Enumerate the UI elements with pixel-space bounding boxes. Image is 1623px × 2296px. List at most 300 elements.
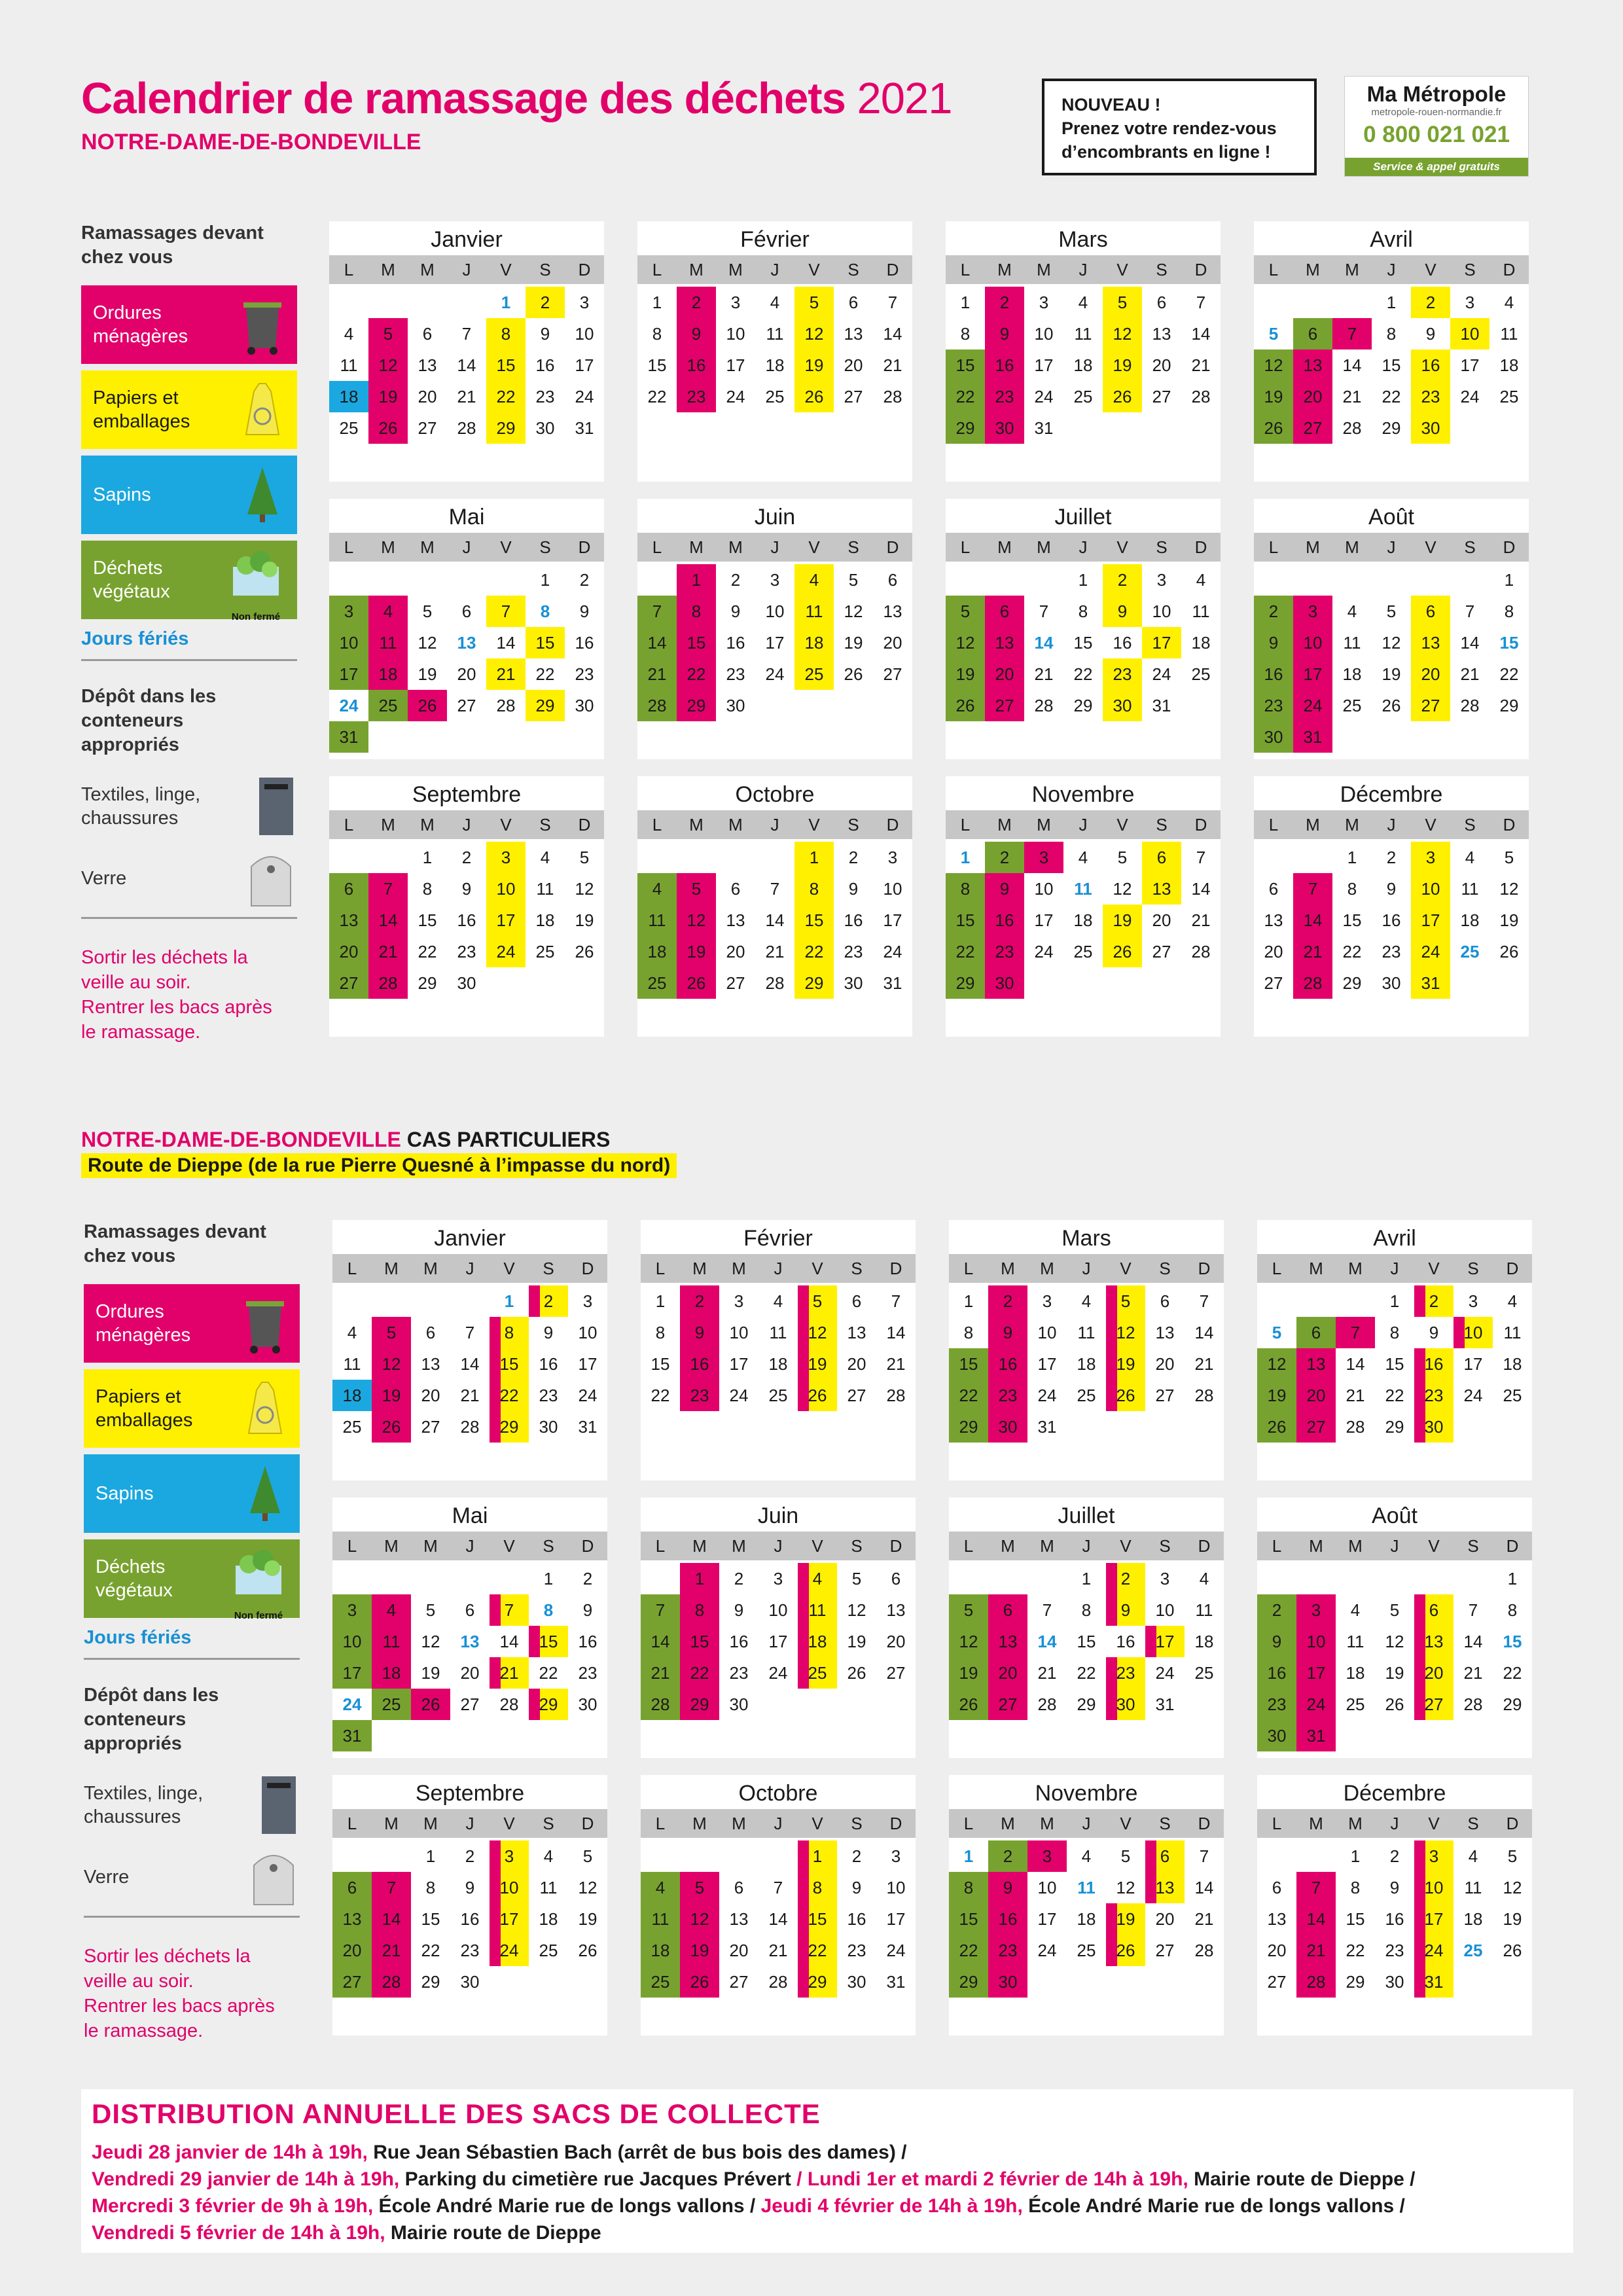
day-cell: 17 <box>726 355 745 375</box>
day-cell: 23 <box>844 942 863 961</box>
day-cell: 27 <box>1296 1411 1336 1443</box>
day-cell: 20 <box>1414 1657 1454 1689</box>
day-cell: 4 <box>1081 1291 1092 1311</box>
legend-sapins: Sapins <box>81 456 297 534</box>
day-grid <box>329 564 604 753</box>
day-cell: 15 <box>1503 1632 1522 1651</box>
day-cell: 13 <box>1414 1626 1454 1657</box>
weekday-label: V <box>1120 1259 1132 1278</box>
day-cell: 12 <box>680 1903 719 1935</box>
empty-cell <box>408 564 447 596</box>
day-cell: 21 <box>765 942 785 961</box>
weekday-label: J <box>1390 1814 1399 1833</box>
weekday-label: S <box>1467 1814 1479 1833</box>
day-cell: 19 <box>946 658 985 690</box>
weekday-label: M <box>1348 1259 1363 1278</box>
day-cell: 4 <box>1507 1291 1518 1311</box>
day-cell: 22 <box>794 936 834 967</box>
day-cell: 7 <box>773 1878 783 1897</box>
day-cell: 12 <box>368 350 408 381</box>
day-cell: 17 <box>886 1909 906 1929</box>
day-cell: 26 <box>372 1411 411 1443</box>
weekday-label: D <box>1194 815 1207 834</box>
empty-cell <box>372 1840 411 1872</box>
empty-cell <box>758 1840 798 1872</box>
day-cell: 9 <box>1103 596 1142 627</box>
month-name: Novembre <box>1035 1781 1138 1806</box>
day-cell: 6 <box>332 1872 372 1903</box>
day-cell: 28 <box>457 418 476 438</box>
day-cell: 4 <box>1078 848 1088 867</box>
day-cell: 10 <box>768 1600 788 1620</box>
non-ferme-label: Non fermé <box>234 1610 283 1621</box>
weekday-label: D <box>581 1536 594 1556</box>
day-grid <box>1254 287 1529 444</box>
day-cell: 12 <box>677 905 716 936</box>
day-cell: 14 <box>457 355 476 375</box>
day-cell: 10 <box>726 324 745 344</box>
day-cell: 10 <box>765 601 785 621</box>
day-cell: 7 <box>461 324 472 344</box>
day-cell: 23 <box>988 1380 1027 1411</box>
day-cell: 1 <box>1504 570 1514 590</box>
section2-route: Route de Dieppe (de la rue Pierre Quesné à l’impasse du nord) <box>81 1153 677 1178</box>
day-cell: 29 <box>946 967 985 999</box>
weekday-label: S <box>851 1814 863 1833</box>
day-cell: 11 <box>766 324 784 344</box>
day-cell: 1 <box>655 1291 666 1311</box>
legend-papiers: Papiers et emballages <box>84 1369 300 1448</box>
day-cell: 3 <box>1296 1594 1336 1626</box>
day-cell: 13 <box>1296 1348 1336 1380</box>
recycling-bag-icon <box>240 378 285 441</box>
day-cell: 9 <box>1257 1626 1296 1657</box>
day-cell: 15 <box>1385 1354 1404 1374</box>
empty-cell <box>1414 1563 1454 1594</box>
day-cell: 2 <box>677 287 716 318</box>
day-cell: 22 <box>677 658 716 690</box>
day-cell: 30 <box>460 1972 480 1992</box>
day-cell: 18 <box>1346 1663 1365 1683</box>
day-cell: 27 <box>418 418 437 438</box>
month-name: Avril <box>1373 1226 1416 1251</box>
empty-cell <box>447 564 486 596</box>
day-cell: 19 <box>421 1663 440 1683</box>
weekday-label: M <box>1040 1536 1054 1556</box>
day-cell: 7 <box>490 1594 529 1626</box>
day-cell: 11 <box>1077 1878 1096 1897</box>
day-cell: 14 <box>368 905 408 936</box>
day-cell: 22 <box>946 936 985 967</box>
day-cell: 30 <box>1106 1689 1145 1720</box>
day-cell: 17 <box>1145 1626 1185 1657</box>
weekday-label: L <box>1268 260 1279 279</box>
day-cell: 2 <box>1411 287 1450 318</box>
day-cell: 18 <box>1191 633 1211 653</box>
day-cell: 14 <box>1191 324 1211 344</box>
day-cell: 29 <box>794 967 834 999</box>
weekday-label: D <box>578 260 591 279</box>
day-cell: 17 <box>768 1632 788 1651</box>
day-cell: 11 <box>343 1354 361 1374</box>
day-cell: 7 <box>368 873 408 905</box>
day-cell: 1 <box>652 293 662 312</box>
day-grid <box>946 842 1221 999</box>
day-cell: 28 <box>1463 1695 1483 1714</box>
glass-container-icon <box>245 847 297 910</box>
day-cell: 23 <box>535 387 555 406</box>
distribution-line4: Vendredi 5 février de 14h à 19h, Mairie route de Dieppe <box>92 2222 601 2244</box>
day-cell: 5 <box>425 1600 436 1620</box>
day-cell: 3 <box>579 293 590 312</box>
day-cell: 14 <box>765 910 785 930</box>
day-cell: 24 <box>1034 942 1054 961</box>
weekday-label: M <box>1309 1814 1323 1833</box>
day-cell: 27 <box>457 696 476 715</box>
day-cell: 24 <box>1411 936 1450 967</box>
day-cell: 8 <box>1504 601 1514 621</box>
day-cell: 17 <box>490 1903 529 1935</box>
day-cell: 17 <box>1463 1354 1483 1374</box>
green-waste-icon <box>226 547 285 600</box>
day-cell: 29 <box>490 1411 529 1443</box>
day-cell: 16 <box>680 1348 719 1380</box>
weekday-label: J <box>1079 260 1088 279</box>
day-cell: 7 <box>1332 318 1372 350</box>
weekday-label: M <box>728 815 743 834</box>
day-cell: 10 <box>1034 324 1054 344</box>
day-cell: 27 <box>1152 387 1171 406</box>
day-cell: 15 <box>1073 633 1093 653</box>
day-cell: 19 <box>1385 1663 1404 1683</box>
day-cell: 17 <box>1460 355 1480 375</box>
day-cell: 30 <box>1103 690 1142 721</box>
day-cell: 4 <box>372 1594 411 1626</box>
day-cell: 26 <box>1103 936 1142 967</box>
day-cell: 1 <box>540 570 550 590</box>
day-cell: 16 <box>847 1909 866 1929</box>
day-cell: 28 <box>499 1695 519 1714</box>
day-cell: 24 <box>1037 1941 1057 1960</box>
empty-cell <box>1375 1563 1414 1594</box>
day-cell: 31 <box>329 721 368 753</box>
day-cell: 20 <box>844 355 863 375</box>
weekday-label: V <box>500 260 512 279</box>
weekday-label: L <box>347 1814 357 1833</box>
legend-panel-1 <box>81 221 297 1045</box>
weekday-header <box>329 810 604 839</box>
month-avril <box>1257 1220 1532 1480</box>
day-cell: 18 <box>794 627 834 658</box>
empty-cell <box>490 1563 529 1594</box>
day-cell: 28 <box>883 387 902 406</box>
weekday-label: J <box>462 260 471 279</box>
weekday-label: M <box>732 1814 746 1833</box>
day-cell: 27 <box>988 1689 1027 1720</box>
month-juillet <box>946 499 1221 759</box>
month-name: Décembre <box>1340 782 1443 807</box>
day-cell: 10 <box>1411 873 1450 905</box>
weekday-label: V <box>1116 260 1128 279</box>
day-cell: 1 <box>680 1563 719 1594</box>
day-cell: 15 <box>946 350 985 381</box>
empty-cell <box>755 842 794 873</box>
legend-ordures: Ordures ménagères <box>84 1284 300 1363</box>
weekday-label: M <box>381 815 395 834</box>
day-cell: 17 <box>1296 1657 1336 1689</box>
day-cell: 21 <box>1034 664 1054 684</box>
day-cell: 6 <box>465 1600 475 1620</box>
month-name: Octobre <box>735 782 815 807</box>
day-cell: 21 <box>886 1354 906 1374</box>
day-cell: 5 <box>368 318 408 350</box>
day-cell: 12 <box>418 633 437 653</box>
day-cell: 27 <box>1414 1689 1454 1720</box>
day-cell: 27 <box>1264 973 1283 993</box>
weekday-header <box>641 1532 916 1560</box>
day-cell: 7 <box>1293 873 1332 905</box>
day-cell: 20 <box>726 942 745 961</box>
empty-cell <box>637 842 677 873</box>
weekday-label: L <box>347 1536 357 1556</box>
day-cell: 27 <box>1411 690 1450 721</box>
weekday-label: L <box>655 1536 666 1556</box>
day-cell: 9 <box>988 1317 1027 1348</box>
day-grid <box>332 1840 607 1998</box>
day-cell: 24 <box>575 387 594 406</box>
weekday-label: M <box>732 1536 746 1556</box>
weekday-label: L <box>1268 815 1279 834</box>
weekday-label: D <box>578 815 591 834</box>
day-cell: 18 <box>1073 355 1093 375</box>
day-cell: 24 <box>1296 1689 1336 1720</box>
day-cell: 13 <box>844 324 863 344</box>
month-name: Avril <box>1370 227 1413 252</box>
day-cell: 12 <box>575 879 594 899</box>
day-cell: 23 <box>1414 1380 1454 1411</box>
weekday-label: D <box>889 1814 902 1833</box>
day-cell: 15 <box>421 1909 440 1929</box>
legend-ordures: Ordures ménagères <box>81 285 297 364</box>
weekday-label: M <box>732 1259 746 1278</box>
trash-bin-icon <box>242 1292 288 1355</box>
day-cell: 2 <box>1386 848 1397 867</box>
legend-panel-2 <box>84 1220 300 2043</box>
day-cell: 20 <box>1152 910 1171 930</box>
empty-cell <box>1293 842 1332 873</box>
month-août <box>1257 1498 1532 1758</box>
day-cell: 19 <box>677 936 716 967</box>
day-cell: 28 <box>886 1386 906 1405</box>
day-cell: 27 <box>1152 942 1171 961</box>
day-cell: 26 <box>1103 381 1142 412</box>
empty-cell <box>411 1285 450 1317</box>
day-cell: 7 <box>887 293 898 312</box>
day-cell: 16 <box>1257 1657 1296 1689</box>
weekday-label: S <box>1156 260 1168 279</box>
day-grid <box>637 842 912 999</box>
day-cell: 11 <box>1192 601 1210 621</box>
day-cell: 5 <box>1268 324 1279 344</box>
day-cell: 6 <box>1411 596 1450 627</box>
weekday-header <box>329 255 604 284</box>
day-cell: 30 <box>988 1411 1027 1443</box>
day-cell: 2 <box>526 287 565 318</box>
month-name: Janvier <box>434 1226 506 1251</box>
weekday-label: L <box>963 1814 974 1833</box>
day-cell: 8 <box>490 1317 529 1348</box>
day-cell: 12 <box>1106 1317 1145 1348</box>
metropole-url: metropole-rouen-normandie.fr <box>1371 107 1502 118</box>
nouveau-line1: NOUVEAU ! <box>1061 95 1161 115</box>
day-cell: 17 <box>578 1354 597 1374</box>
day-cell: 26 <box>949 1689 988 1720</box>
day-cell: 10 <box>1034 879 1054 899</box>
day-cell: 29 <box>486 412 526 444</box>
empty-cell <box>1296 1285 1336 1317</box>
day-cell: 3 <box>1160 1569 1170 1588</box>
day-cell: 30 <box>535 418 555 438</box>
day-cell: 6 <box>422 324 433 344</box>
weekday-label: M <box>1306 537 1320 557</box>
day-cell: 11 <box>1074 324 1092 344</box>
day-cell: 10 <box>1293 627 1332 658</box>
day-cell: 23 <box>1411 381 1450 412</box>
day-cell: 11 <box>769 1323 787 1342</box>
day-cell: 10 <box>1152 601 1171 621</box>
weekday-label: M <box>689 815 704 834</box>
day-cell: 5 <box>1389 1600 1400 1620</box>
weekday-label: M <box>384 1814 399 1833</box>
day-cell: 30 <box>847 1972 866 1992</box>
day-cell: 27 <box>332 1966 372 1998</box>
day-cell: 14 <box>1460 633 1480 653</box>
day-cell: 28 <box>1034 696 1054 715</box>
weekday-label: V <box>1425 537 1436 557</box>
day-cell: 28 <box>1293 967 1332 999</box>
day-cell: 31 <box>1296 1720 1336 1751</box>
day-cell: 5 <box>798 1285 837 1317</box>
day-cell: 20 <box>985 658 1024 690</box>
day-cell: 5 <box>1120 1846 1131 1866</box>
day-cell: 25 <box>1077 1386 1096 1405</box>
day-cell: 28 <box>1191 942 1211 961</box>
non-ferme-label: Non fermé <box>231 611 281 622</box>
empty-cell <box>332 1563 372 1594</box>
day-cell: 5 <box>1103 287 1142 318</box>
day-cell: 19 <box>1257 1380 1296 1411</box>
weekday-label: M <box>1345 537 1359 557</box>
weekday-label: V <box>1120 1814 1132 1833</box>
weekday-label: M <box>1001 1536 1015 1556</box>
weekday-header <box>637 255 912 284</box>
day-cell: 31 <box>1034 418 1054 438</box>
day-cell: 1 <box>422 848 433 867</box>
day-cell: 14 <box>637 627 677 658</box>
day-cell: 3 <box>1411 842 1450 873</box>
day-cell: 12 <box>1382 633 1401 653</box>
weekday-label: M <box>1001 1259 1015 1278</box>
day-cell: 11 <box>372 1626 411 1657</box>
day-cell: 18 <box>768 1354 788 1374</box>
day-cell: 28 <box>368 967 408 999</box>
day-cell: 2 <box>988 1285 1027 1317</box>
weekday-label: M <box>1309 1259 1323 1278</box>
legend-vegetaux: Déchets végétaux Non fermé <box>81 541 297 619</box>
day-cell: 12 <box>949 1626 988 1657</box>
weekday-label: J <box>1387 260 1396 279</box>
day-cell: 10 <box>578 1323 597 1342</box>
day-cell: 20 <box>1152 355 1171 375</box>
day-cell: 6 <box>848 293 859 312</box>
day-cell: 17 <box>1037 1354 1057 1374</box>
weekday-label: L <box>652 537 662 557</box>
day-cell: 2 <box>851 1846 862 1866</box>
weekday-label: M <box>384 1536 399 1556</box>
weekday-label: M <box>1037 260 1051 279</box>
month-février <box>637 221 912 482</box>
weekday-label: D <box>1503 815 1516 834</box>
day-cell: 10 <box>486 873 526 905</box>
day-cell: 26 <box>1254 412 1293 444</box>
day-cell: 29 <box>526 690 565 721</box>
day-cell: 9 <box>1254 627 1293 658</box>
weekday-label: V <box>808 537 820 557</box>
day-cell: 23 <box>985 381 1024 412</box>
day-cell: 4 <box>1350 1600 1361 1620</box>
day-cell: 24 <box>578 1386 597 1405</box>
day-grid <box>332 1563 607 1751</box>
day-cell: 18 <box>1463 1909 1483 1929</box>
day-cell: 22 <box>1499 664 1519 684</box>
month-novembre <box>949 1775 1224 2036</box>
empty-cell <box>680 1840 719 1872</box>
day-cell: 16 <box>985 905 1024 936</box>
day-cell: 10 <box>1037 1878 1057 1897</box>
empty-cell <box>719 1840 758 1872</box>
weekday-label: V <box>503 1814 515 1833</box>
day-cell: 6 <box>887 570 898 590</box>
weekday-label: D <box>578 537 591 557</box>
empty-cell <box>332 1285 372 1317</box>
day-cell: 13 <box>1145 1872 1185 1903</box>
weekday-label: V <box>812 1259 823 1278</box>
empty-cell <box>372 1563 411 1594</box>
month-mai <box>332 1498 607 1758</box>
day-cell: 1 <box>960 848 971 867</box>
day-cell: 5 <box>1504 848 1514 867</box>
day-cell: 24 <box>886 1941 906 1960</box>
day-cell: 8 <box>1389 1323 1400 1342</box>
day-cell: 4 <box>1347 601 1357 621</box>
day-cell: 30 <box>1414 1411 1454 1443</box>
day-cell: 6 <box>985 596 1024 627</box>
day-cell: 21 <box>486 658 526 690</box>
day-cell: 23 <box>457 942 476 961</box>
day-cell: 29 <box>677 690 716 721</box>
day-cell: 30 <box>575 696 594 715</box>
day-cell: 23 <box>460 1941 480 1960</box>
day-cell: 16 <box>1411 350 1450 381</box>
fir-tree-icon <box>240 463 285 526</box>
weekday-label: V <box>500 537 512 557</box>
day-cell: 2 <box>988 1840 1027 1872</box>
day-grid <box>949 1285 1224 1443</box>
day-cell: 18 <box>535 910 555 930</box>
weekday-label: D <box>889 1536 902 1556</box>
day-cell: 8 <box>1078 601 1088 621</box>
day-cell: 9 <box>680 1317 719 1348</box>
